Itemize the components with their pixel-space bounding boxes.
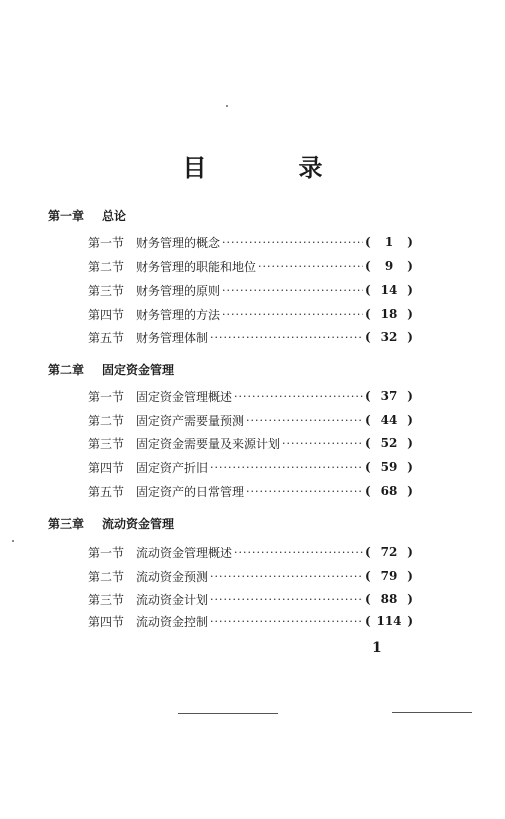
page-ref: ( 79 ): [365, 569, 413, 583]
toc-entry[interactable]: [88, 281, 413, 299]
section-number: 第三节: [88, 436, 125, 451]
page-ref-number: 88: [380, 592, 398, 606]
page-ref: ( 9 ): [365, 259, 413, 273]
page-ref: ( 1 ): [365, 235, 413, 249]
page-ref: ( 114 ): [365, 614, 413, 628]
section-name: 财务管理的职能和地位: [136, 259, 257, 274]
chapter-name: 总论: [102, 209, 127, 223]
page-title: 目 录: [182, 153, 357, 182]
page-ref: ( 68 ): [365, 484, 413, 498]
page-ref: ( 14 ): [365, 283, 413, 297]
chapter-name: 固定资金管理: [102, 363, 175, 377]
page-ref: ( 44 ): [365, 413, 413, 427]
page-ref-number: 114: [376, 614, 402, 628]
section-name: 固定资产需要量预测: [136, 413, 245, 428]
toc-entry[interactable]: [88, 328, 413, 346]
chapter-heading: [48, 515, 174, 532]
section-number: 第一节: [88, 389, 125, 404]
section-name: 流动资金管理概述: [136, 545, 233, 560]
section-name: 财务管理的原则: [136, 283, 221, 298]
leader-dots: [234, 390, 363, 403]
toc-entry[interactable]: [88, 543, 413, 561]
page-ref-number: 52: [380, 436, 398, 450]
leader-dots: [234, 546, 363, 559]
section-name: 流动资金预测: [136, 569, 209, 584]
page-ref-number: 72: [380, 545, 398, 559]
section-name: 固定资金管理概述: [136, 389, 233, 404]
section-number: 第二节: [88, 413, 125, 428]
scan-artifact-line: [392, 712, 472, 713]
section-number: 第五节: [88, 330, 125, 345]
section-number: 第四节: [88, 307, 125, 322]
page-number: 1: [372, 640, 382, 656]
section-number: 第四节: [88, 614, 125, 629]
chapter-name: 流动资金管理: [102, 517, 175, 531]
section-name: 固定资产的日常管理: [136, 484, 245, 499]
section-number: 第三节: [88, 592, 125, 607]
page-ref: ( 52 ): [365, 436, 413, 450]
section-number: 第二节: [88, 259, 125, 274]
toc-entry[interactable]: [88, 233, 413, 251]
leader-dots: [246, 414, 363, 427]
page-ref-number: 68: [380, 484, 398, 498]
page-ref: ( 88 ): [365, 592, 413, 606]
toc-entry[interactable]: [88, 411, 413, 429]
chapter-label: 第一章: [48, 209, 85, 223]
section-name: 财务管理体制: [136, 330, 209, 345]
page-ref-number: 59: [380, 460, 398, 474]
page-ref: ( 37 ): [365, 389, 413, 403]
toc-entry[interactable]: [88, 305, 413, 323]
leader-dots: [282, 437, 363, 450]
chapter-heading: [48, 207, 126, 224]
leader-dots: [222, 308, 363, 321]
toc-entry[interactable]: [88, 612, 413, 630]
section-number: 第一节: [88, 545, 125, 560]
toc-entry[interactable]: [88, 590, 413, 608]
section-number: 第五节: [88, 484, 125, 499]
chapter-label: 第三章: [48, 517, 85, 531]
section-name: 固定资金需要量及来源计划: [136, 436, 281, 451]
page-ref-number: 9: [384, 259, 394, 273]
scan-speck: [226, 105, 228, 107]
page-ref: ( 72 ): [365, 545, 413, 559]
page-ref: ( 18 ): [365, 307, 413, 321]
leader-dots: [210, 331, 363, 344]
section-name: 流动资金控制: [136, 614, 209, 629]
leader-dots: [222, 284, 363, 297]
leader-dots: [210, 593, 363, 606]
page-ref: ( 32 ): [365, 330, 413, 344]
leader-dots: [246, 485, 363, 498]
section-name: 固定资产折旧: [136, 460, 209, 475]
leader-dots: [210, 570, 363, 583]
section-number: 第三节: [88, 283, 125, 298]
page-ref-number: 32: [380, 330, 398, 344]
chapter-heading: [48, 361, 174, 378]
page-ref-number: 1: [384, 235, 394, 249]
page-ref-number: 44: [380, 413, 398, 427]
page-ref-number: 18: [380, 307, 398, 321]
section-name: 财务管理的方法: [136, 307, 221, 322]
toc-entry[interactable]: [88, 257, 413, 275]
page-ref-number: 79: [380, 569, 398, 583]
chapter-label: 第二章: [48, 363, 85, 377]
toc-entry[interactable]: [88, 434, 413, 452]
leader-dots: [258, 260, 363, 273]
section-name: 财务管理的概念: [136, 235, 221, 250]
toc-entry[interactable]: [88, 387, 413, 405]
leader-dots: [222, 236, 363, 249]
section-name: 流动资金计划: [136, 592, 209, 607]
page-ref: ( 59 ): [365, 460, 413, 474]
section-number: 第一节: [88, 235, 125, 250]
toc-entry[interactable]: [88, 482, 413, 500]
toc-entry[interactable]: [88, 458, 413, 476]
page-ref-number: 37: [380, 389, 398, 403]
page-ref-number: 14: [380, 283, 398, 297]
leader-dots: [210, 461, 363, 474]
toc-entry[interactable]: [88, 567, 413, 585]
leader-dots: [210, 615, 363, 628]
section-number: 第二节: [88, 569, 125, 584]
section-number: 第四节: [88, 460, 125, 475]
scan-artifact-line: [178, 713, 278, 714]
scan-speck: [12, 540, 14, 542]
